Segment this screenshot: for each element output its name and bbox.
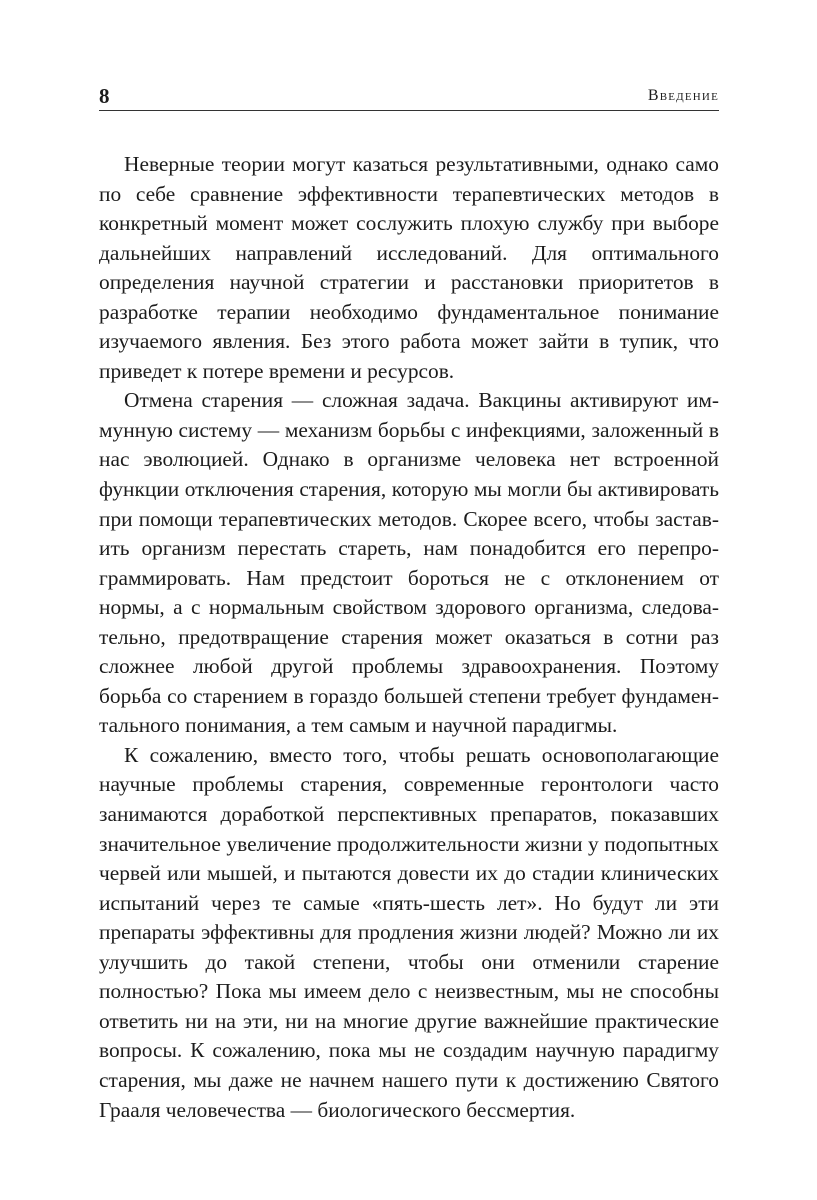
section-title: Введение: [647, 87, 719, 104]
running-header: [99, 82, 719, 111]
paragraph: Неверные теории могут казаться результативными, однако само по себе сравнение эффективности терапевтических методов в конкретный момент может сослужить плохую службу при выборе дальнейших направлений исследований. Для оптимального определения научной стратегии и расстановки приоритетов в разработке терапии необходимо фундаментальное понимание изучаемого явления. Без этого работа может зайти в тупик, что приведет к потере времени и ресурсов.: [99, 152, 719, 383]
page-number: 8: [99, 84, 110, 108]
body-text: [99, 150, 719, 1125]
paragraph: Отмена старения — сложная задача. Вакцины активируют иммунную систему — механизм борьбы с инфекциями, заложенный в нас эволюцией. Однако в организме человека нет встроенной функции отключения старения, которую мы могли бы активировать при помощи терапевтических методов. Скорее всего, чтобы заставить организм перестать стареть, нам понадобится его перепрограммировать. Нам предстоит бороться не с отклонением от нормы, а с нормальным свойством здорового организма, следовательно, предотвращение старения может оказаться в сотни раз сложнее любой другой проблемы здравоохранения. Поэтому борьба со старением в гораздо большей степени требует фундаментального понимания, а тем самым и научной парадигмы.: [99, 388, 719, 738]
paragraph: К сожалению, вместо того, чтобы решать основополагающие научные проблемы старения, современные геронтологи часто занимаются доработкой перспективных препаратов, показавших значительное увеличение продолжительности жизни у подопытных червей или мышей, и пытаются довести их до стадии клинических испытаний через те самые «пять-шесть лет». Но будут ли эти препараты эффективны для продления жизни людей? Можно ли их улучшить до такой степени, чтобы они отменили старение полностью? Пока мы имеем дело с неизвестным, мы не способны ответить ни на эти, ни на многие другие важнейшие практические вопросы. К сожалению, пока мы не создадим научную парадигму старения, мы даже не начнем нашего пути к достижению Святого Грааля человечества — биологического бессмертия.: [99, 742, 719, 1122]
